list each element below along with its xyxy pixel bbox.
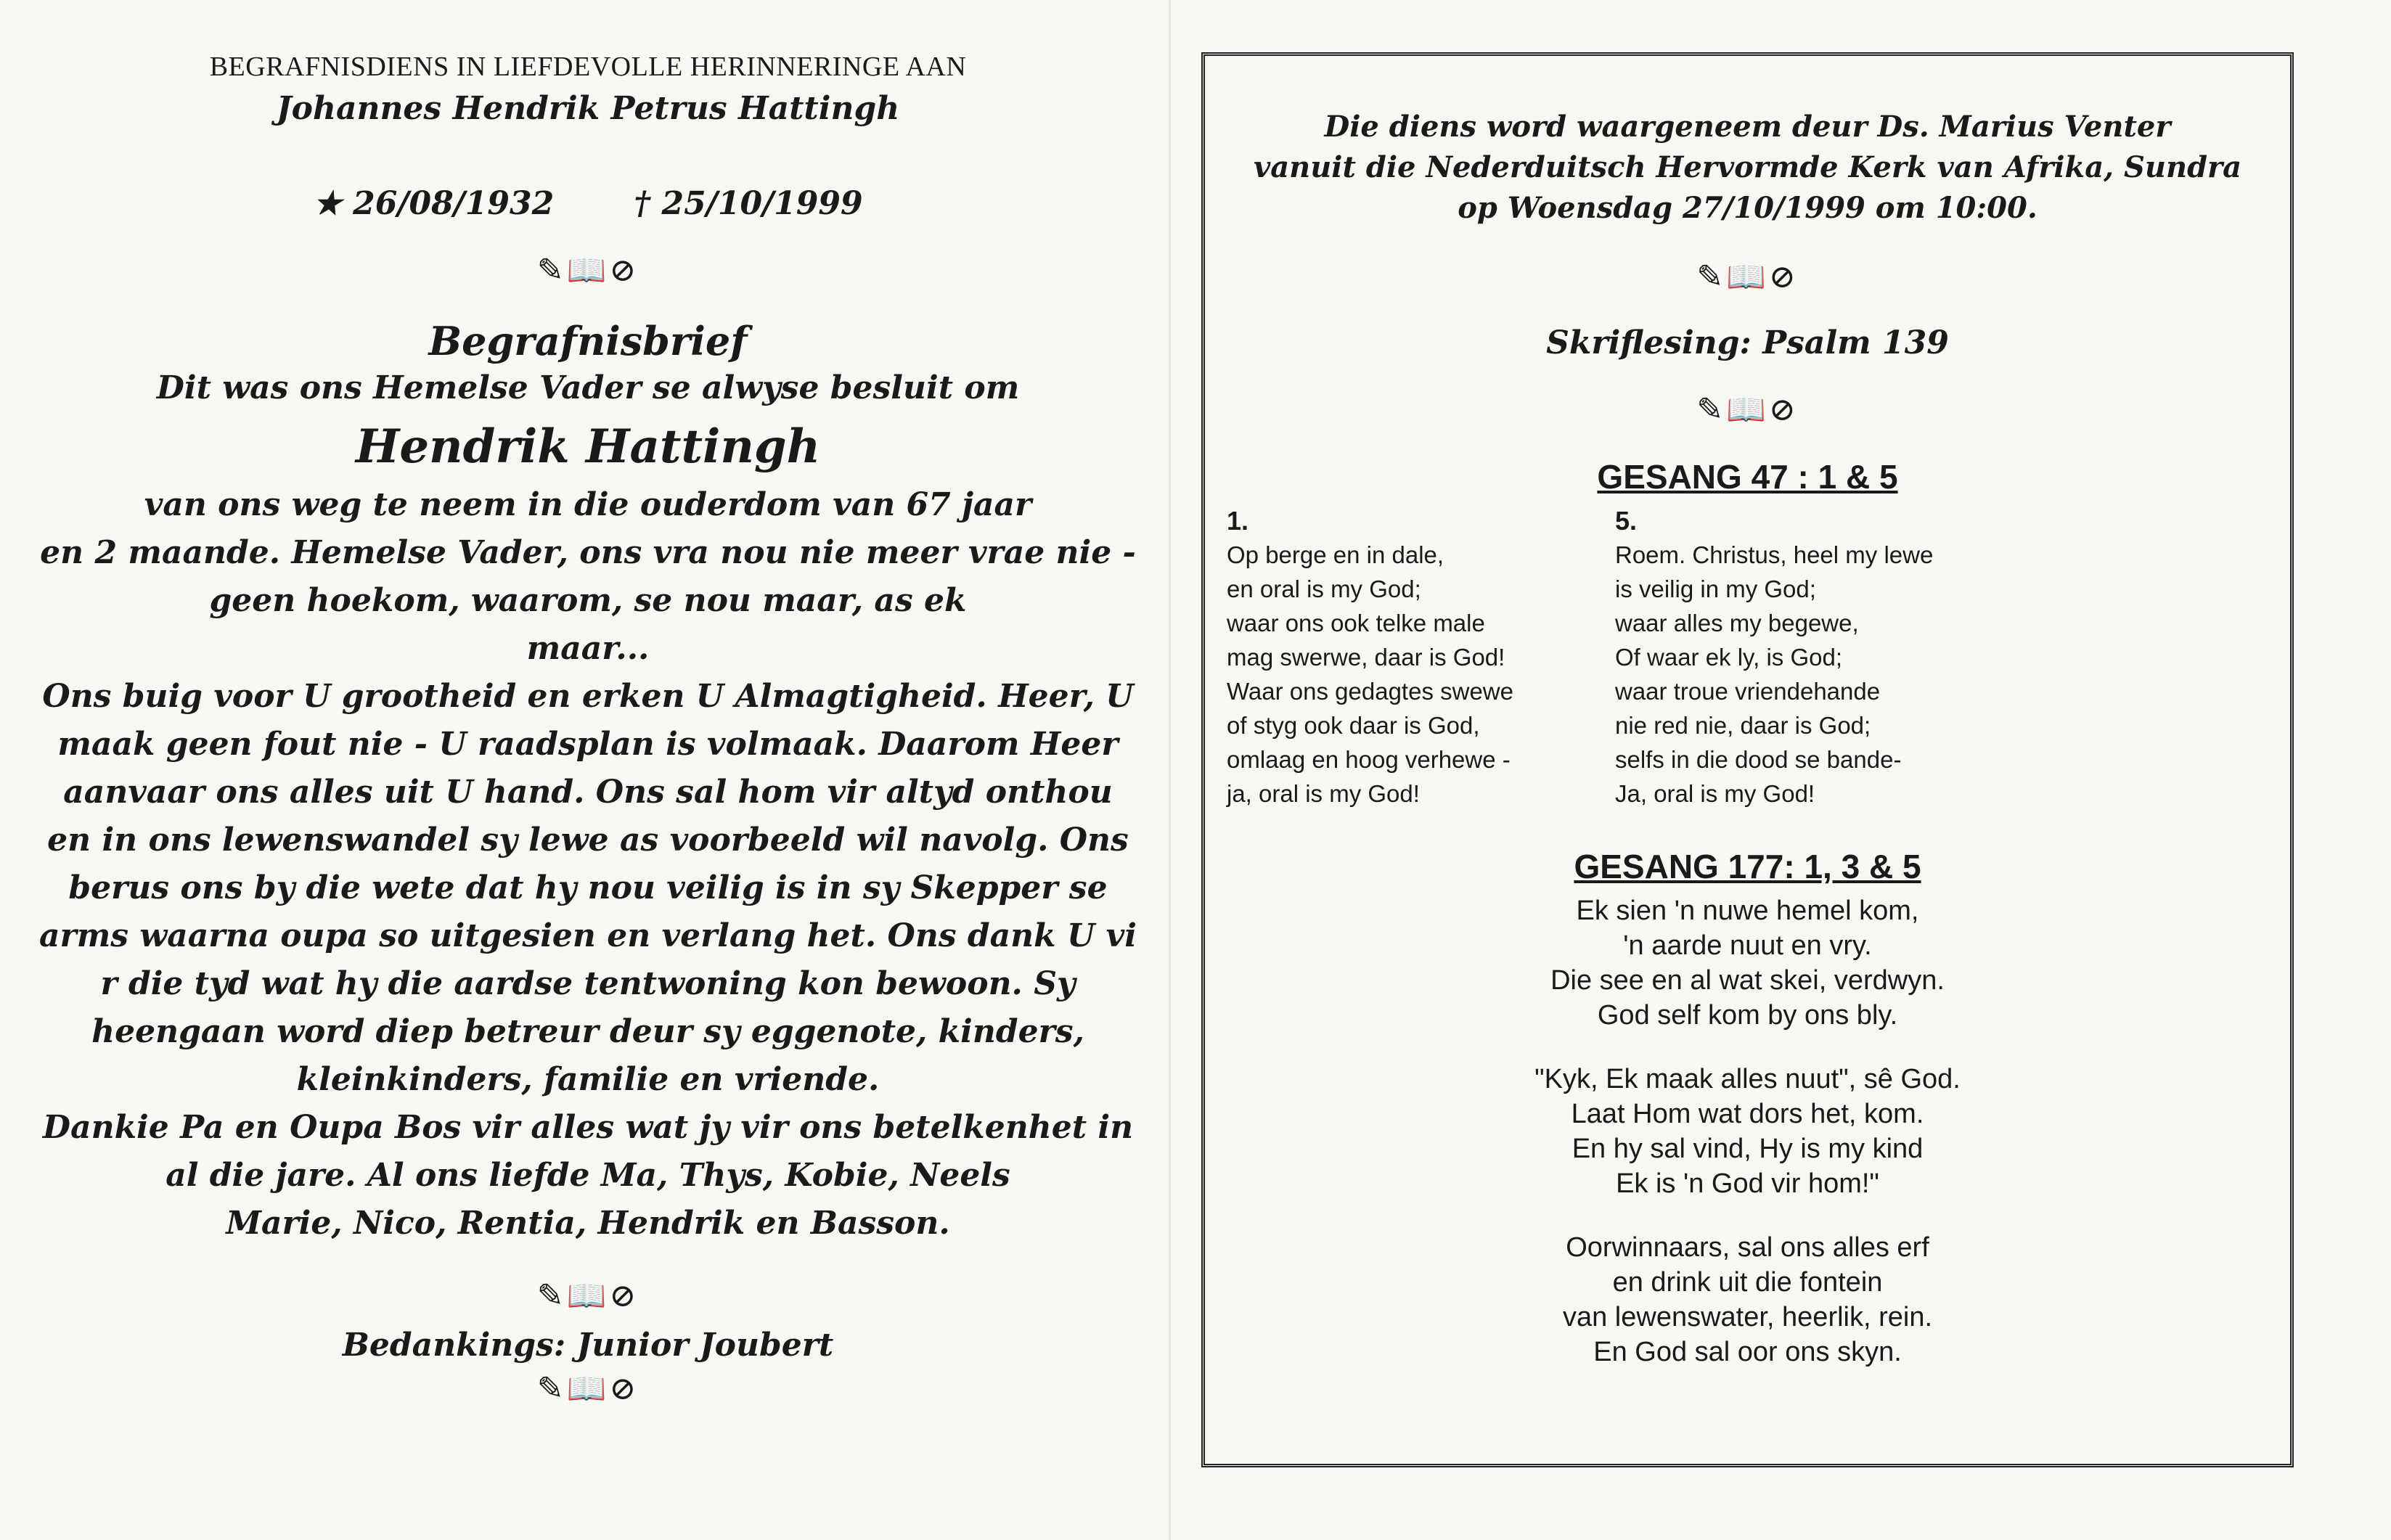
stanza-line: En God sal oor ons skyn.: [1593, 1337, 1902, 1367]
letter-line: arms waarna oupa so uitgesien en verlang het. Ons dank U vi: [39, 917, 1137, 954]
verse-line: nie red nie, daar is God;: [1615, 712, 1871, 739]
life-dates: [29, 185, 1147, 222]
verse-line: Waar ons gedagtes swewe: [1227, 678, 1513, 705]
book-ornament-icon: ✎📖⊘: [536, 1370, 639, 1407]
stanza-line: God self kom by ons bly.: [1597, 1000, 1898, 1031]
birth-date: ★ 26/08/1932: [313, 185, 555, 222]
verse-line: waar troue vriendehande: [1615, 678, 1881, 705]
book-ornament-icon: ✎📖⊘: [1696, 391, 1799, 428]
letter-line: maar...: [526, 630, 650, 667]
hymn-verses: [1205, 504, 2290, 811]
verse-line: Of waar ek ly, is God;: [1615, 644, 1842, 671]
hymn-stanza: [1205, 893, 2290, 1033]
hymn-title: GESANG 47 : 1 & 5: [1597, 458, 1898, 496]
book-ornament-icon: ✎📖⊘: [536, 1277, 639, 1314]
verse-line: Roem. Christus, heel my lewe: [1615, 541, 1934, 568]
verse-line: mag swerwe, daar is God!: [1227, 644, 1505, 671]
scripture-reading: Skriflesing: Psalm 139: [1546, 324, 1949, 361]
letter-line: Ons buig voor U grootheid en erken U Almagtigheid. Heer, U: [42, 678, 1134, 715]
book-ornament-icon: ✎📖⊘: [536, 252, 639, 289]
letter-intro: Dit was ons Hemelse Vader se alwyse besluit om: [156, 369, 1020, 406]
letter-line: heengaan word diep betreur deur sy eggenote, kinders,: [91, 1013, 1084, 1050]
verse-number: 1.: [1227, 506, 1249, 536]
letter-line: aanvaar ons alles uit U hand. Ons sal hom vir altyd onthou: [63, 774, 1113, 811]
service-details: [1205, 107, 2290, 229]
letter-line: maak geen fout nie - U raadsplan is volmaak. Daarom Heer: [57, 726, 1119, 763]
letter-body: [29, 481, 1147, 1248]
stanza-line: 'n aarde nuut en vry.: [1623, 930, 1872, 961]
letter-line: Dankie Pa en Oupa Bos vir alles wat jy vir ons betelkenhet in: [42, 1109, 1134, 1146]
verse-line: Op berge en in dale,: [1227, 541, 1444, 568]
letter-line: kleinkinders, familie en vriende.: [296, 1061, 880, 1098]
letter-line: en 2 maande. Hemelse Vader, ons vra nou nie meer vrae nie -: [40, 534, 1136, 571]
verse-line: Ja, oral is my God!: [1615, 780, 1815, 807]
letter-line: en in ons lewenswandel sy lewe as voorbeeld wil navolg. Ons: [47, 822, 1129, 859]
deceased-short-name: Hendrik Hattingh: [355, 419, 821, 474]
hymn-stanza: [1205, 1230, 2290, 1369]
verse-line: en oral is my God;: [1227, 576, 1421, 602]
stanza-line: Oorwinnaars, sal ons alles erf: [1566, 1232, 1929, 1263]
letter-line: geen hoekom, waarom, se nou maar, as ek: [209, 582, 967, 619]
verse-line: is veilig in my God;: [1615, 576, 1816, 602]
stanza-line: van lewenswater, heerlik, rein.: [1562, 1302, 1933, 1332]
stanza-line: Die see en al wat skei, verdwyn.: [1550, 965, 1945, 996]
verse-line: waar alles my begewe,: [1615, 610, 1859, 636]
verse-line: omlaag en hoog verhewe -: [1227, 746, 1511, 773]
letter-line: berus ons by die wete dat hy nou veilig is in sy Skepper se: [68, 869, 1108, 906]
stanza-line: Ek sien 'n nuwe hemel kom,: [1576, 896, 1919, 926]
verse-line: of styg ook daar is God,: [1227, 712, 1480, 739]
stanza-line: En hy sal vind, Hy is my kind: [1571, 1134, 1924, 1164]
service-line: vanuit die Nederduitsch Hervormde Kerk van Afrika, Sundra: [1253, 150, 2242, 184]
hymn-stanza: [1205, 1062, 2290, 1201]
letter-line: al die jare. Al ons liefde Ma, Thys, Kobie, Neels: [165, 1157, 1010, 1194]
acknowledgements: Bedankings: Junior Joubert: [342, 1327, 834, 1364]
stanza-line: Ek is 'n God vir hom!": [1616, 1168, 1879, 1199]
letter-line: Marie, Nico, Rentia, Hendrik en Basson.: [226, 1205, 950, 1242]
service-line: Die diens word waargeneem deur Ds. Marius Venter: [1324, 110, 2171, 144]
verse-line: selfs in die dood se bande-: [1615, 746, 1902, 773]
fold-line: [1169, 0, 1171, 1540]
verse-5: [1615, 504, 1933, 811]
verse-1: [1227, 504, 1513, 811]
left-panel: [29, 36, 1147, 1510]
book-ornament-icon: ✎📖⊘: [1696, 258, 1799, 295]
hymn-title: GESANG 177: 1, 3 & 5: [1574, 848, 1921, 885]
death-date: † 25/10/1999: [634, 185, 863, 222]
stanza-line: "Kyk, Ek maak alles nuut", sê God.: [1534, 1064, 1961, 1094]
letter-title: Begrafnisbrief: [428, 318, 748, 364]
deceased-full-name: Johannes Hendrik Petrus Hattingh: [276, 90, 900, 127]
stanza-line: Laat Hom wat dors het, kom.: [1571, 1099, 1924, 1129]
verse-line: ja, oral is my God!: [1227, 780, 1420, 807]
letter-line: r die tyd wat hy die aardse tentwoning kon bewoon. Sy: [100, 965, 1076, 1002]
right-panel: [1201, 52, 2294, 1467]
stanza-line: en drink uit die fontein: [1612, 1267, 1883, 1298]
letter-line: van ons weg te neem in die ouderdom van 67 jaar: [144, 486, 1032, 523]
verse-number: 5.: [1615, 506, 1638, 536]
verse-line: waar ons ook telke male: [1227, 610, 1485, 636]
service-line: op Woensdag 27/10/1999 om 10:00.: [1458, 191, 2038, 225]
memorial-header: BEGRAFNISDIENS IN LIEFDEVOLLE HERINNERINGE AAN: [209, 52, 967, 82]
